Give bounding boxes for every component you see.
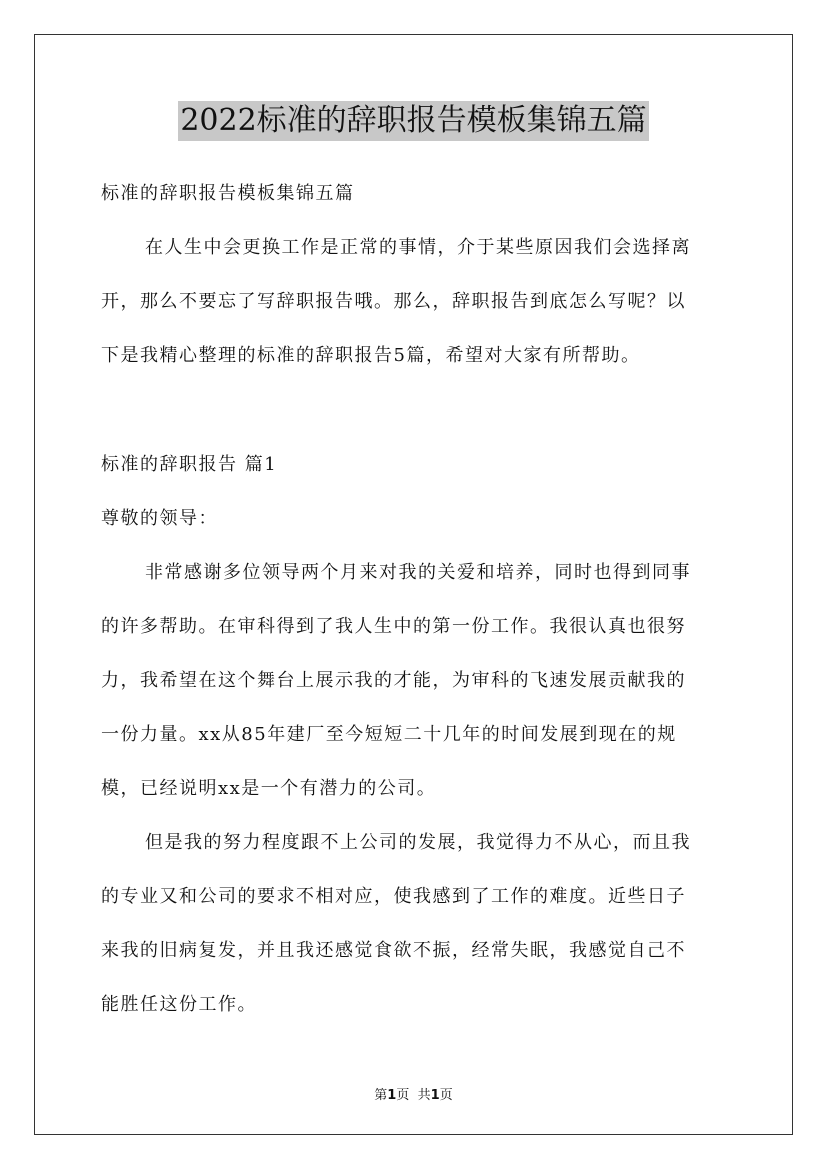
title-container bbox=[0, 101, 827, 141]
intro-line: 在人生中会更换工作是正常的事情，介于某些原因我们会选择离 bbox=[145, 237, 691, 258]
document-title: 2022标准的辞职报告模板集锦五篇 bbox=[178, 101, 648, 141]
page-number: 1 bbox=[387, 1088, 397, 1103]
total-pages: 1 bbox=[430, 1088, 440, 1103]
total-prefix: 共 bbox=[417, 1088, 431, 1103]
paragraph-line: 能胜任这份工作。 bbox=[101, 994, 257, 1015]
paragraph-line: 来我的旧病复发，并且我还感觉食欲不振，经常失眠，我感觉自己不 bbox=[101, 940, 686, 961]
greeting: 尊敬的领导： bbox=[101, 508, 218, 529]
section-heading: 标准的辞职报告 篇1 bbox=[101, 454, 278, 475]
intro-line: 开，那么不要忘了写辞职报告哦。那么，辞职报告到底怎么写呢？以 bbox=[101, 291, 686, 312]
page-suffix: 页 bbox=[396, 1088, 410, 1103]
total-suffix: 页 bbox=[439, 1088, 453, 1103]
paragraph-line: 但是我的努力程度跟不上公司的发展，我觉得力不从心，而且我 bbox=[145, 832, 691, 853]
paragraph-line: 的许多帮助。在审科得到了我人生中的第一份工作。我很认真也很努 bbox=[101, 616, 686, 637]
document-subtitle: 标准的辞职报告模板集锦五篇 bbox=[101, 183, 355, 204]
intro-line: 下是我精心整理的标准的辞职报告5篇，希望对大家有所帮助。 bbox=[101, 345, 641, 366]
paragraph-line: 模，已经说明xx是一个有潜力的公司。 bbox=[101, 778, 437, 799]
paragraph-line: 力，我希望在这个舞台上展示我的才能，为审科的飞速发展贡献我的 bbox=[101, 670, 686, 691]
paragraph-line: 非常感谢多位领导两个月来对我的关爱和培养，同时也得到同事 bbox=[145, 562, 691, 583]
page-prefix: 第 bbox=[374, 1088, 388, 1103]
paragraph-line: 一份力量。xx从85年建厂至今短短二十几年的时间发展到现在的规 bbox=[101, 724, 677, 745]
paragraph-line: 的专业又和公司的要求不相对应，使我感到了工作的难度。近些日子 bbox=[101, 886, 686, 907]
page-footer bbox=[0, 1084, 827, 1103]
